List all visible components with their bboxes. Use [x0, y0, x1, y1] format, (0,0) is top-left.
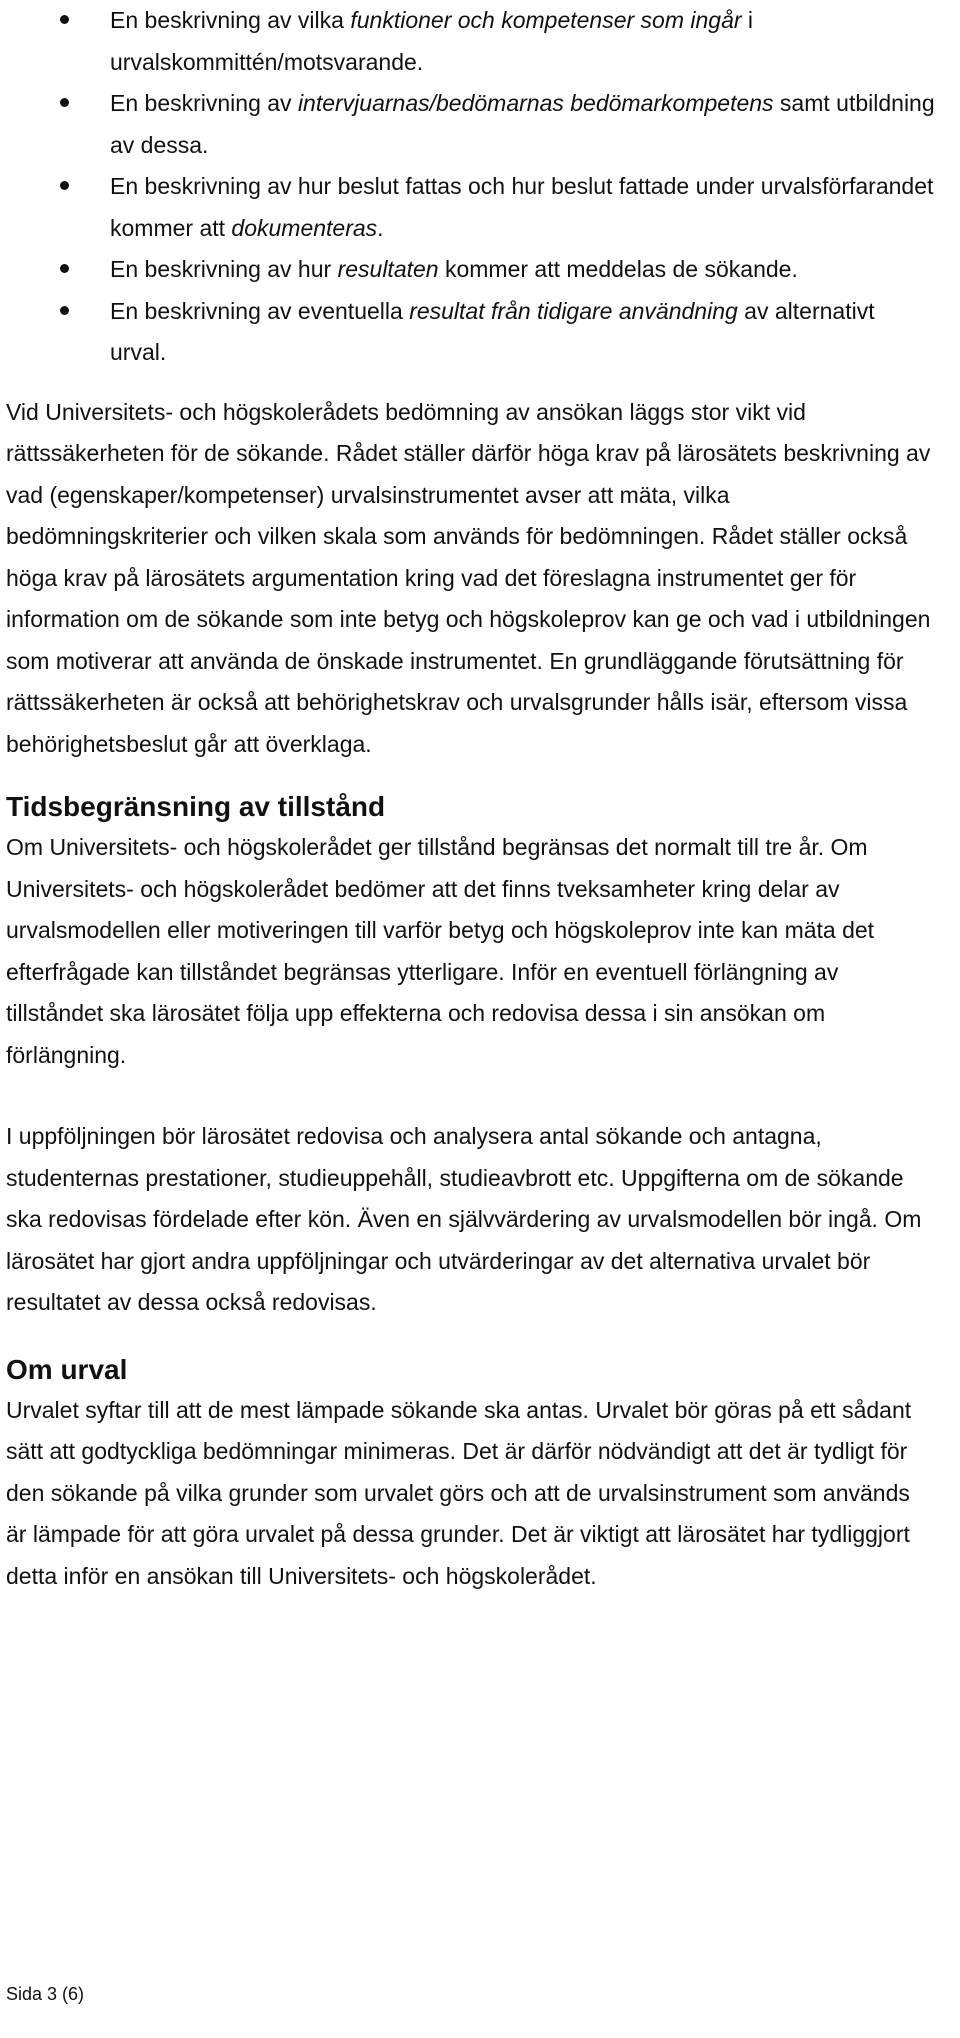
time-limit-paragraph: Om Universitets- och högskolerådet ger tillstånd begränsas det normalt till tre år. Om Universitets- och högskolerådet bedömer att det finns tveksamheter kring delar av urvalsmodellen eller motiveringen till varför betyg och högskoleprov inte kan mäta det efterfrågade kan tillståndet begränsas ytterligare. Inför en eventuell förlängning av tillståndet ska lärosätet följa upp effekterna och redovisa dessa i sin ansökan om förlängning.: [6, 834, 875, 1068]
bullet-icon: [60, 15, 69, 24]
followup-paragraph: I uppföljningen bör lärosätet redovisa och analysera antal sökande och antagna, studenternas prestationer, studieuppehåll, studieavbrott etc. Uppgifterna om de sökande ska redovisas fördelade efter kön. Även en självvärdering av urvalsmodellen bör ingå. Om lärosätet har gjort andra uppföljningar och utvärderingar av det alternativa urvalet bör resultatet av dessa också redovisas.: [6, 1123, 922, 1315]
requirements-list: [6, 0, 936, 374]
bullet-icon: [60, 264, 69, 273]
list-item: En beskrivning av hur beslut fattas och hur beslut fattade under urvalsförfarandet kommer att dokumenteras.: [6, 166, 936, 249]
list-item: En beskrivning av vilka funktioner och kompetenser som ingår i urvalskommittén/motsvarande.: [6, 0, 936, 83]
bullet-icon: [60, 306, 69, 315]
selection-paragraph: Urvalet syftar till att de mest lämpade sökande ska antas. Urvalet bör göras på ett sådant sätt att godtyckliga bedömningar minimeras. Det är därför nödvändigt att det är tydligt för den sökande på vilka grunder som urvalet görs och att de urvalsinstrument som används är lämpade för att göra urvalet på dessa grunder. Det är viktigt att lärosätet har tydliggjort detta inför en ansökan till Universitets- och högskolerådet.: [6, 1396, 912, 1589]
bullet-icon: [60, 98, 69, 107]
bullet-icon: [60, 181, 69, 190]
section-heading-selection: Om urval: [6, 1353, 128, 1385]
document-page: [6, 0, 936, 1597]
list-item: En beskrivning av intervjuarnas/bedömarnas bedömarkompetens samt utbildning av dessa.: [6, 83, 936, 166]
page-number: Sida 3 (6): [6, 1984, 85, 2004]
list-item: En beskrivning av hur resultaten kommer att meddelas de sökande.: [6, 249, 936, 291]
list-item: En beskrivning av eventuella resultat från tidigare användning av alternativt urval.: [6, 291, 936, 374]
section-heading-time-limit: Tidsbegränsning av tillstånd: [6, 791, 386, 822]
assessment-paragraph: Vid Universitets- och högskolerådets bedömning av ansökan läggs stor vikt vid rättssäkerheten för de sökande. Rådet ställer därför höga krav på lärosätets beskrivning av vad (egenskaper/kompetenser) urvalsinstrumentet avser att mäta, vilka bedömningskriterier och vilken skala som används för bedömningen. Rådet ställer också höga krav på lärosätets argumentation kring vad det föreslagna instrumentet ger för information om de sökande som inte betyg och högskoleprov kan ge och vad i utbildningen som motiverar att använda de önskade instrumentet. En grundläggande förutsättning för rättssäkerheten är också att behörighetskrav och urvalsgrunder hålls isär, eftersom vissa behörighetsbeslut går att överklaga.: [6, 398, 931, 757]
